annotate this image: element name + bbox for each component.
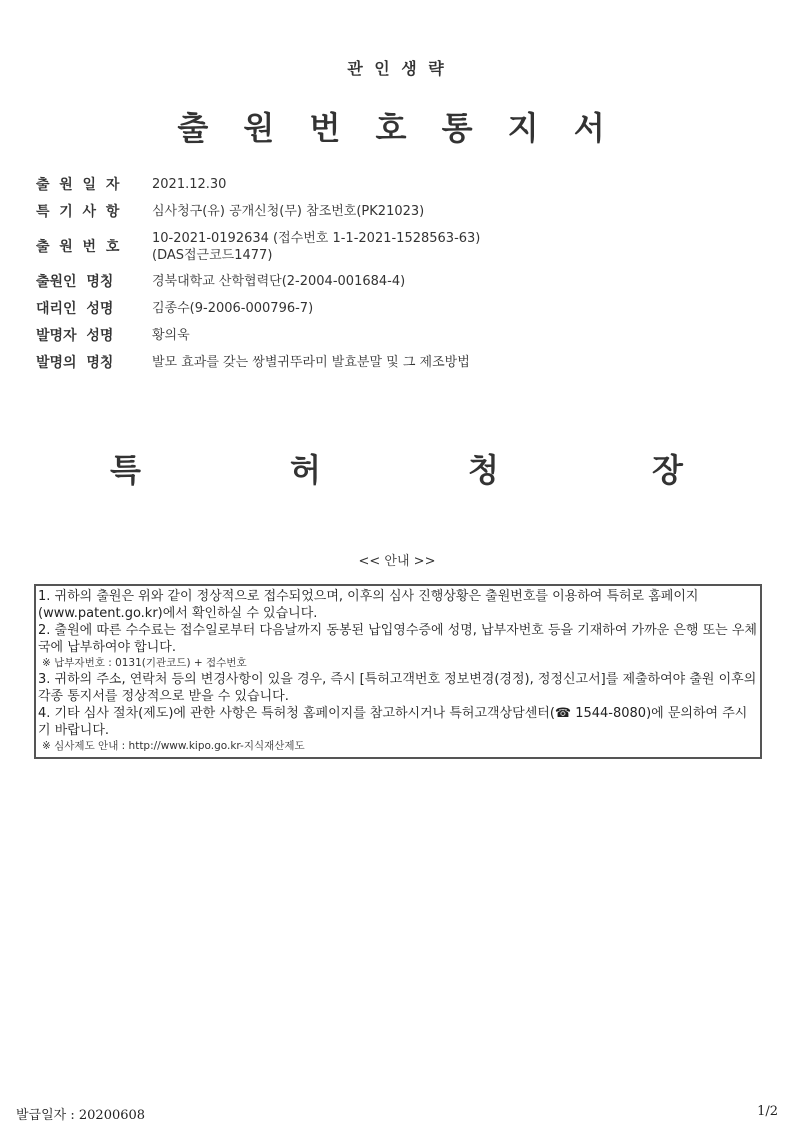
field-label: 특 기 사 항 — [36, 204, 120, 220]
field-value-line: 2021.12.30 — [152, 177, 227, 192]
field-value-line: 경북대학교 산학협력단(2-2004-001684-4) — [152, 274, 406, 289]
guide-item: 4. 기타 심사 절차(제도)에 관한 사항은 특허청 홈페이지를 참고하시거나 특허고객상담센터(☎ 1544-8080)에 문의하여 주시기 바랍니다. — [38, 706, 748, 738]
field-row-invention-title — [36, 354, 756, 372]
seal-omitted-notice: 관 인 생 략 — [347, 59, 447, 78]
field-label: 발명자 성명 — [36, 328, 114, 344]
field-label: 발명의 명칭 — [36, 355, 114, 371]
field-value-line: 10-2021-0192634 (접수번호 1-1-2021-1528563-63) — [152, 231, 481, 246]
field-value-line: 심사청구(유) 공개신청(무) 참조번호(PK21023) — [152, 204, 425, 219]
field-label: 출 원 일 자 — [36, 177, 120, 193]
issuer-char: 허 — [290, 451, 321, 489]
field-row-applicant — [36, 273, 756, 291]
page-number: 1/2 — [757, 1104, 778, 1119]
issuer-char: 장 — [652, 451, 683, 489]
field-value — [138, 230, 480, 264]
field-value-line: 발모 효과를 갖는 쌍별귀뚜라미 발효분말 및 그 제조방법 — [152, 355, 470, 370]
issuer-signature — [0, 445, 794, 495]
issuer-char: 청 — [468, 451, 499, 489]
field-label: 대리인 성명 — [36, 301, 114, 317]
field-row-agent — [36, 300, 756, 318]
field-value — [138, 327, 190, 344]
guide-item: 3. 귀하의 주소, 연락처 등의 변경사항이 있을 경우, 즉시 [특허고객번호 정보변경(경정), 정정신고서]를 제출하여야 출원 이후의 각종 통지서를 정상적으로 받을 수 있습니다. — [38, 672, 757, 704]
field-value-line: 황의욱 — [152, 328, 190, 343]
guide-item: 1. 귀하의 출원은 위와 같이 정상적으로 접수되었으며, 이후의 심사 진행상황은 출원번호를 이용하여 특허로 홈페이지(www.patent.go.kr)에서 확인하실 수 있습니다. — [38, 589, 699, 621]
field-value — [138, 300, 313, 317]
field-value-line: (DAS접근코드1477) — [152, 248, 273, 263]
guide-note: ※ 납부자번호 : 0131(기관코드) + 접수번호 — [42, 657, 247, 669]
issue-date: 발급일자 : 20200608 — [16, 1108, 146, 1123]
field-row-filing-date — [36, 176, 756, 194]
issuer-char: 특 — [110, 451, 141, 489]
field-value — [138, 203, 424, 220]
field-value — [138, 273, 405, 290]
guide-notice-box — [34, 584, 762, 759]
application-details — [36, 176, 756, 381]
guide-item: 2. 출원에 따른 수수료는 접수일로부터 다음날까지 동봉된 납입영수증에 성명, 납부자번호 등을 기재하여 가까운 은행 또는 우체국에 납부하여야 합니다. — [38, 623, 757, 655]
document-title: 출 원 번 호 통 지 서 — [177, 109, 617, 147]
field-label: 출원인 명칭 — [36, 274, 114, 290]
guide-note: ※ 심사제도 안내 : http://www.kipo.go.kr-지식재산제도 — [42, 740, 305, 752]
field-value — [138, 176, 226, 193]
field-value-line: 김종수(9-2006-000796-7) — [152, 301, 314, 316]
field-row-inventor — [36, 327, 756, 345]
field-value — [138, 354, 470, 371]
field-row-application-number — [36, 230, 756, 264]
field-label: 출 원 번 호 — [36, 239, 120, 255]
field-row-special-notes — [36, 203, 756, 221]
guide-title: << 안내 >> — [358, 554, 436, 569]
